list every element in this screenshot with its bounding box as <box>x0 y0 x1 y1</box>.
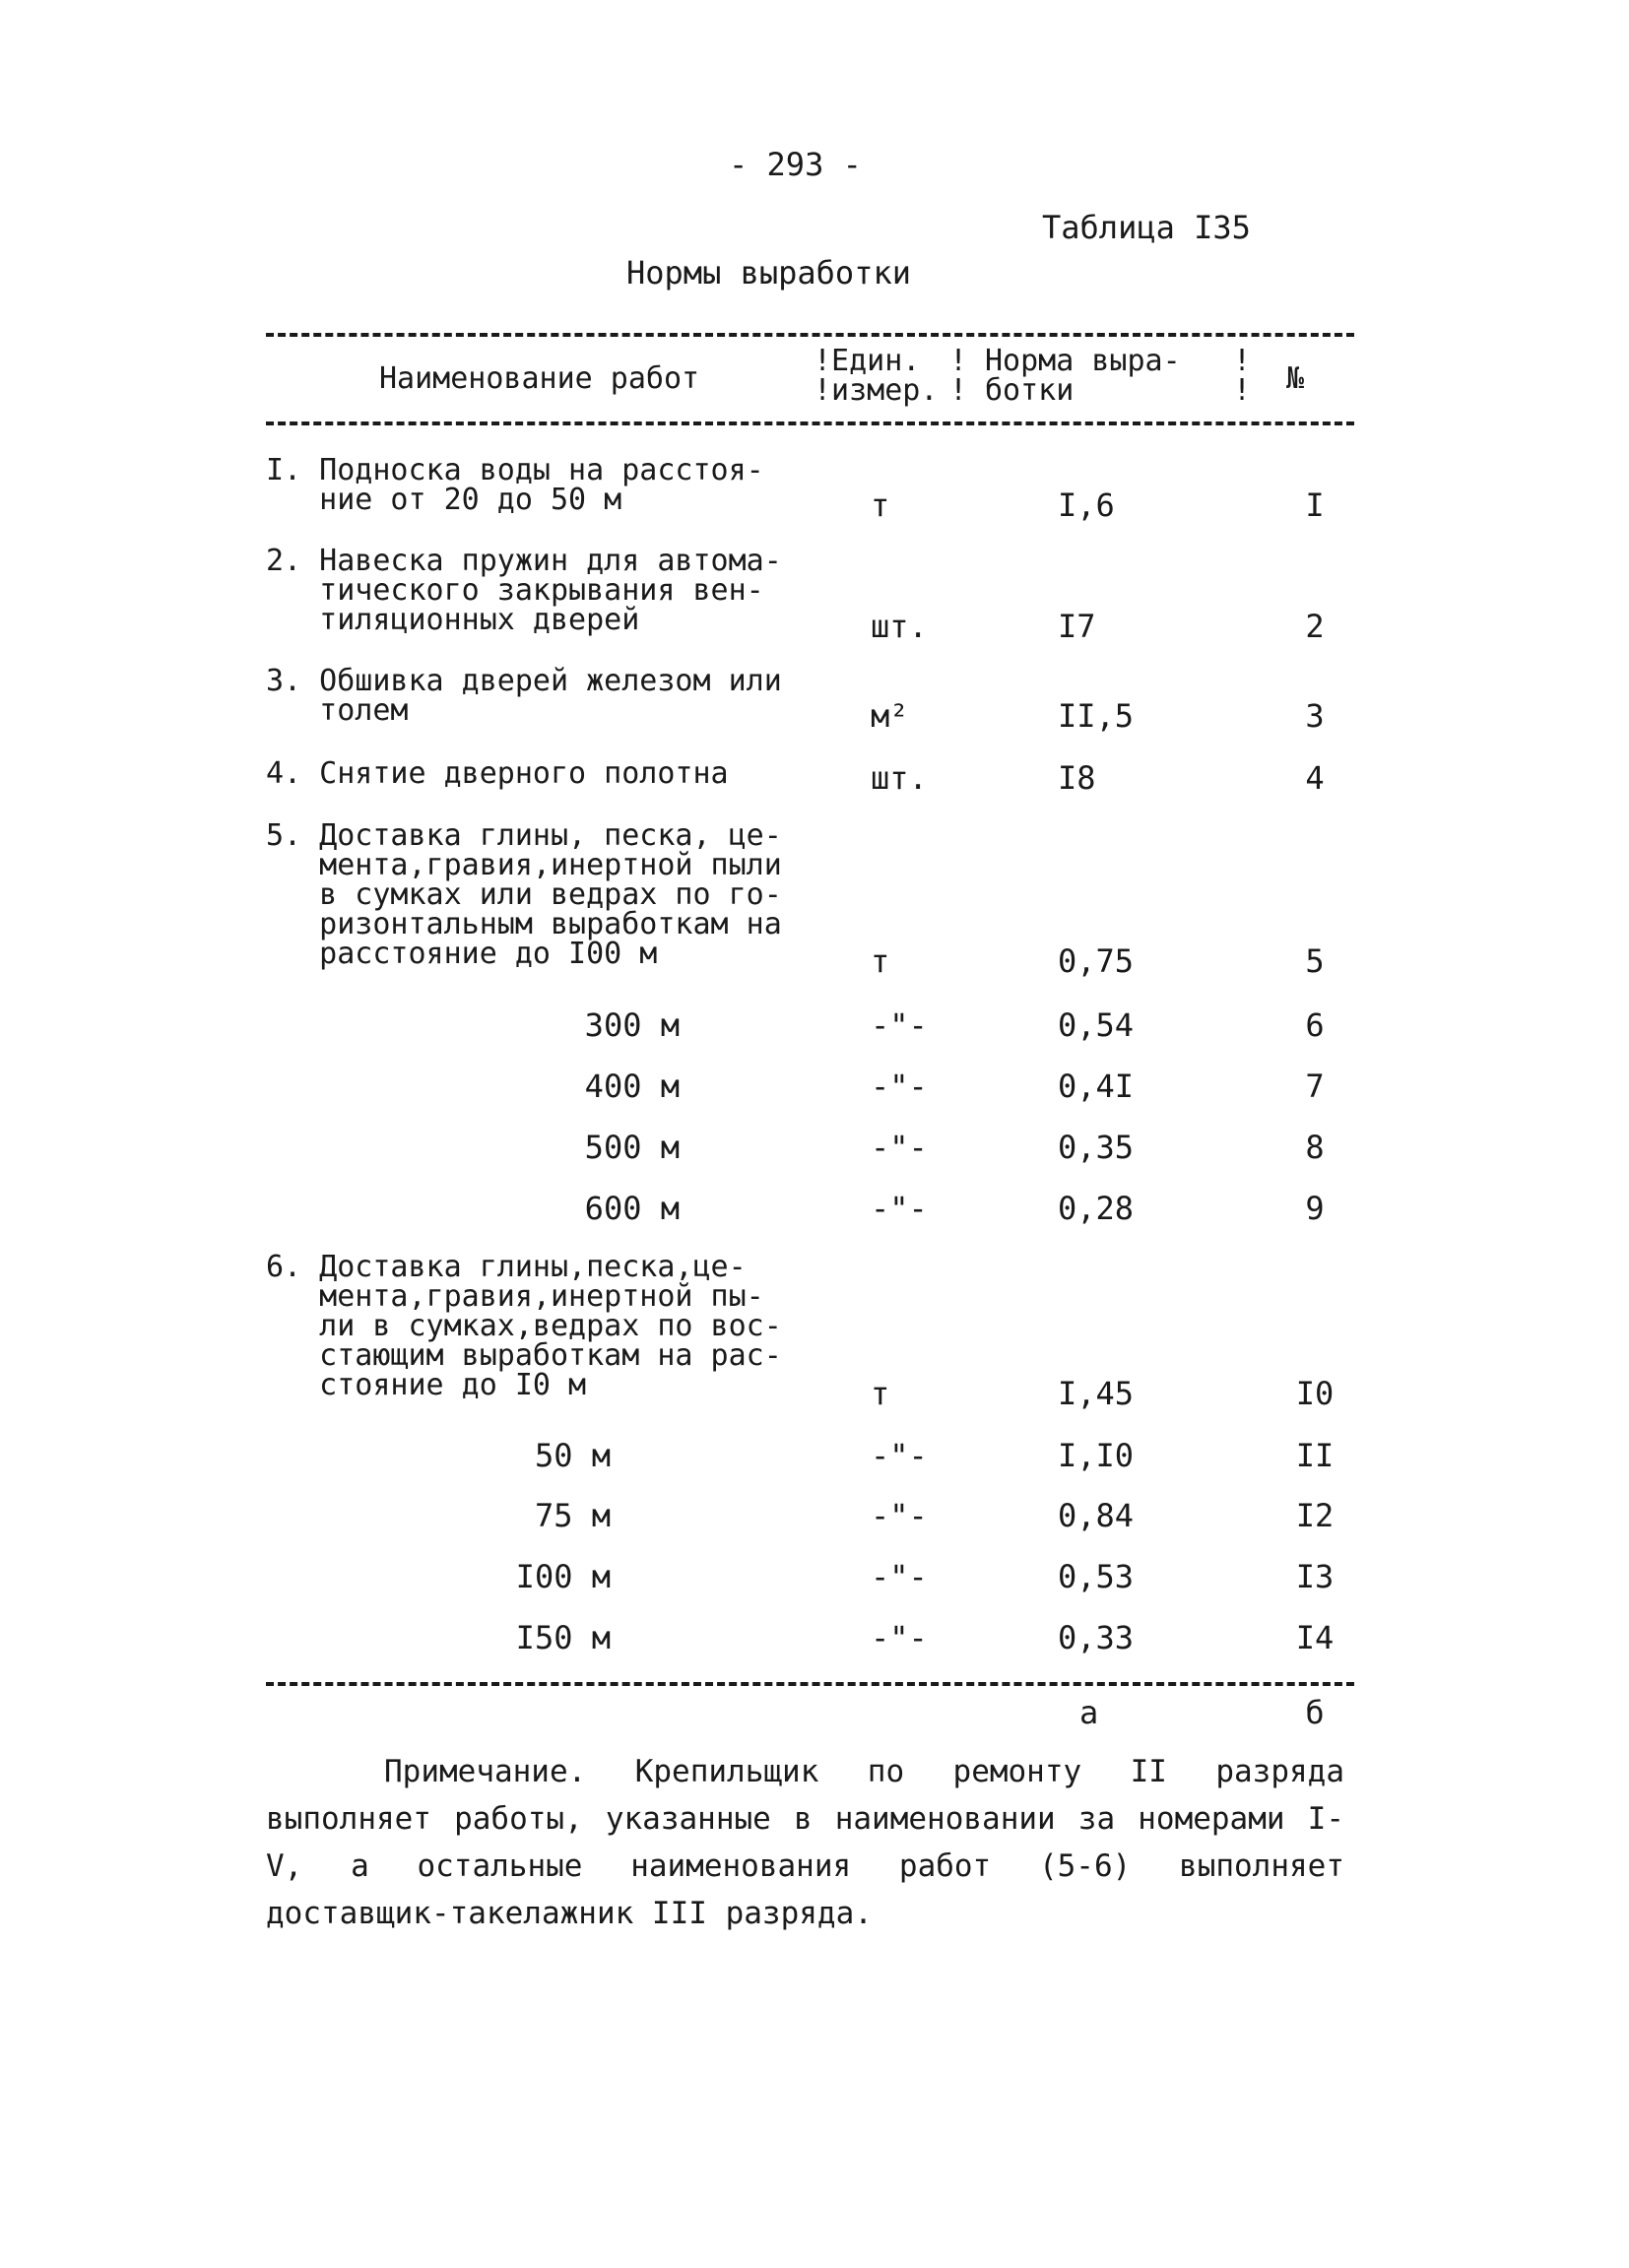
table-cell-distance: 50 м <box>534 1437 611 1474</box>
column-header-name: Наименование работ <box>379 361 700 396</box>
table-footer-number: б <box>1305 1694 1325 1731</box>
note-paragraph: Примечание. Крепильщик по ремонту II разряда выполняет работы, указанные в наименовании за номерами I-V, а остальные наименования работ (5-6) выполняет доставщик-такелажник III разряда. <box>266 1754 1344 1931</box>
table-cell-number: I2 <box>1295 1497 1335 1534</box>
table-cell-norm: I,45 <box>1058 1375 1135 1412</box>
table-cell-unit: -"- <box>871 1497 928 1534</box>
table-cell-norm: I8 <box>1058 759 1096 797</box>
table-cell-unit: -"- <box>871 1006 928 1044</box>
table-cell-distance: 600 м <box>584 1190 680 1227</box>
table-title: Нормы выработки <box>626 254 911 292</box>
table-cell-number: 4 <box>1305 759 1325 797</box>
table-row-name: 2. Навеска пружин для автома- тического закрывания вен- тиляционных дверей <box>266 544 782 637</box>
column-header-unit: !Един. !измер. <box>814 344 939 408</box>
table-row-name: 4. Снятие дверного полотна <box>266 756 729 791</box>
page-number: - 293 - <box>729 146 862 183</box>
table-cell-unit: -"- <box>871 1190 928 1227</box>
table-cell-norm: 0,53 <box>1058 1558 1135 1595</box>
table-row-name: 3. Обшивка дверей железом или толем <box>266 664 782 728</box>
table-cell-number: 8 <box>1305 1129 1325 1166</box>
table-cell-unit: т <box>871 1375 890 1412</box>
table-cell-unit: -"- <box>871 1129 928 1166</box>
table-cell-norm: 0,4I <box>1058 1068 1135 1105</box>
table-cell-norm: 0,75 <box>1058 942 1135 980</box>
table-cell-number: 3 <box>1305 697 1325 735</box>
table-cell-unit: т <box>871 486 890 524</box>
table-cell-norm: I7 <box>1058 608 1096 645</box>
table-cell-number: 9 <box>1305 1190 1325 1227</box>
table-cell-unit: т <box>871 942 890 980</box>
column-header-number: № <box>1286 361 1305 396</box>
table-cell-number: 6 <box>1305 1006 1325 1044</box>
table-cell-distance: 400 м <box>584 1068 680 1105</box>
table-cell-distance: 500 м <box>584 1129 680 1166</box>
table-cell-norm: 0,84 <box>1058 1497 1135 1534</box>
table-cell-unit: шт. <box>871 608 928 645</box>
table-cell-number: 7 <box>1305 1068 1325 1105</box>
table-cell-distance: I50 м <box>515 1619 611 1656</box>
table-cell-distance: 300 м <box>584 1006 680 1044</box>
table-cell-unit: -"- <box>871 1068 928 1105</box>
table-cell-number: 5 <box>1305 942 1325 980</box>
table-cell-norm: 0,35 <box>1058 1129 1135 1166</box>
table-label: Таблица I35 <box>1042 209 1251 246</box>
table-cell-unit: -"- <box>871 1437 928 1474</box>
table-row-name: 6. Доставка глины,песка,це- мента,гравия,инертной пы- ли в сумках,ведрах по вос- стающим выработкам на рас- стояние до I0 м <box>266 1250 782 1402</box>
table-row-name: I. Подноска воды на расстоя- ние от 20 до 50 м <box>266 453 764 517</box>
table-cell-norm: I,I0 <box>1058 1437 1135 1474</box>
table-cell-number: 2 <box>1305 608 1325 645</box>
table-cell-unit: -"- <box>871 1558 928 1595</box>
table-cell-unit: м² <box>871 697 909 735</box>
table-cell-number: I3 <box>1295 1558 1335 1595</box>
table-cell-norm: 0,33 <box>1058 1619 1135 1656</box>
table-header-rule <box>266 421 1354 425</box>
table-top-rule <box>266 333 1354 337</box>
table-cell-number: I <box>1305 486 1325 524</box>
table-cell-unit: -"- <box>871 1619 928 1656</box>
table-cell-unit: шт. <box>871 759 928 797</box>
table-row-name: 5. Доставка глины, песка, це- мента,гравия,инертной пыли в сумках или ведрах по го- ризонтальным выработкам на расстояние до I00 м <box>266 818 782 971</box>
table-cell-number: I4 <box>1295 1619 1335 1656</box>
table-footer-norm: а <box>1079 1694 1099 1731</box>
table-bottom-rule <box>266 1682 1354 1686</box>
table-cell-number: II <box>1295 1437 1335 1474</box>
table-cell-norm: I,6 <box>1058 486 1115 524</box>
column-separator: ! ! <box>1233 344 1252 408</box>
table-cell-distance: 75 м <box>534 1497 611 1534</box>
table-cell-distance: I00 м <box>515 1558 611 1595</box>
column-header-norm: Норма выра- ботки <box>985 344 1181 408</box>
table-cell-number: I0 <box>1295 1375 1335 1412</box>
table-cell-norm: II,5 <box>1058 697 1135 735</box>
column-separator: ! ! <box>949 344 968 408</box>
table-cell-norm: 0,28 <box>1058 1190 1135 1227</box>
table-cell-norm: 0,54 <box>1058 1006 1135 1044</box>
